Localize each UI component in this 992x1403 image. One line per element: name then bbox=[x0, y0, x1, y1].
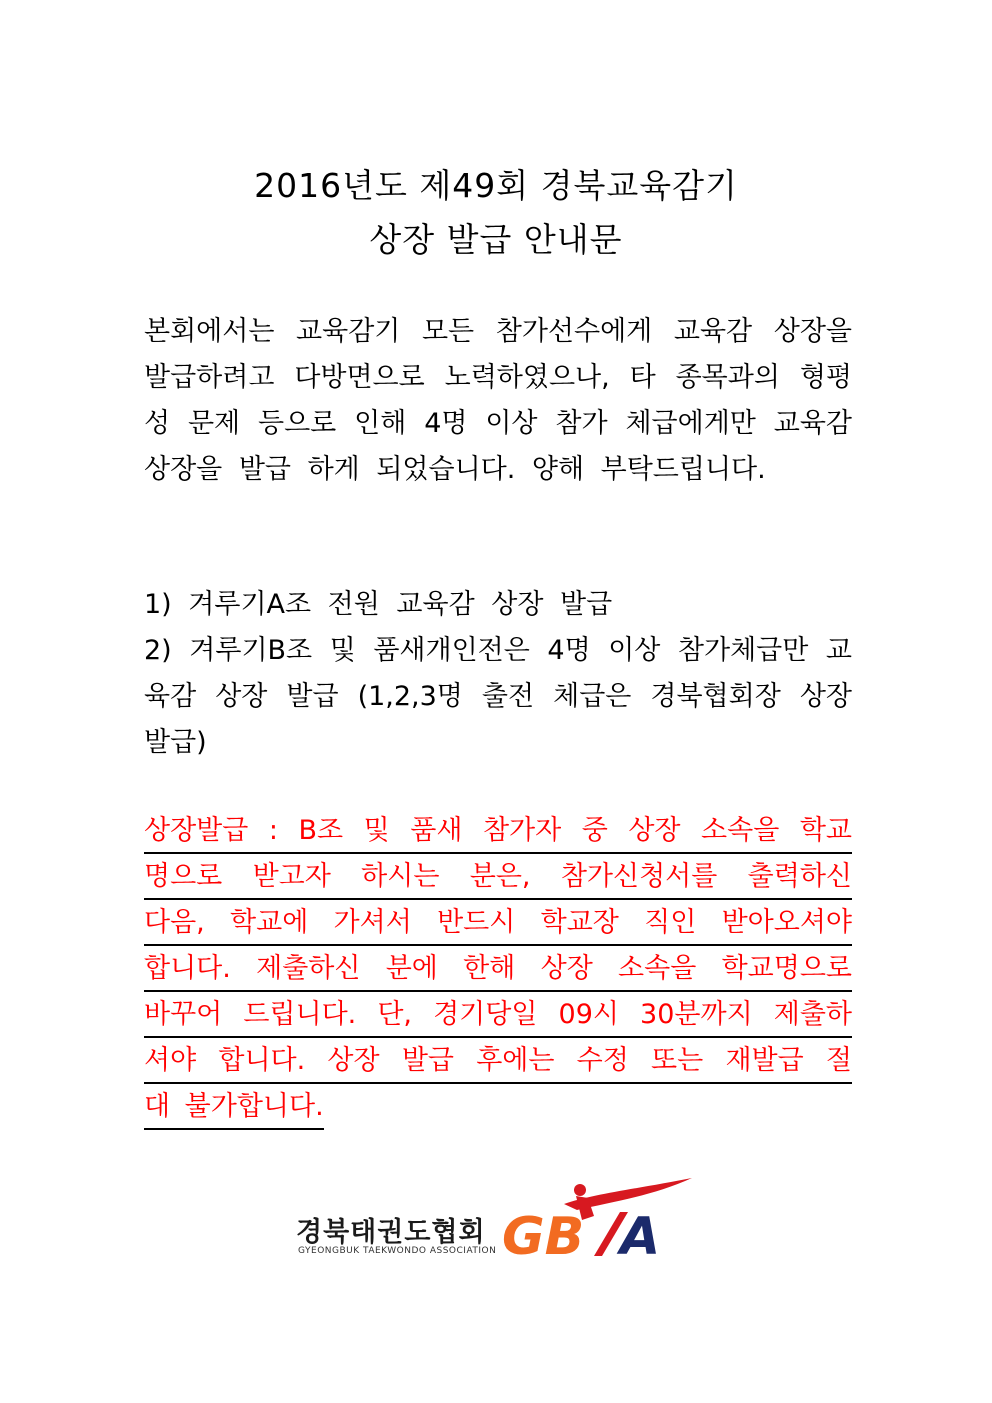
notice-line: 바꾸어 드립니다. 단, 경기당일 09시 30분까지 제출하 bbox=[144, 992, 852, 1038]
notice-line: 명으로 받고자 하시는 분은, 참가신청서를 출력하신 bbox=[144, 854, 852, 900]
notice-line: 대 불가합니다. bbox=[144, 1084, 324, 1130]
notice-block bbox=[144, 808, 852, 1130]
notice-line: 다음, 학교에 가셔서 반드시 학교장 직인 받아오셔야 bbox=[144, 900, 852, 946]
award-list bbox=[144, 582, 852, 766]
association-logo bbox=[296, 1176, 696, 1266]
list-item: 1) 겨루기A조 전원 교육감 상장 발급 bbox=[144, 589, 613, 620]
document-subtitle: 상장 발급 안내문 bbox=[369, 220, 623, 259]
document-title: 2016년도 제49회 경북교육감기 bbox=[254, 166, 738, 205]
notice-line: 합니다. 제출하신 분에 한해 상장 소속을 학교명으로 bbox=[144, 946, 852, 992]
logo-korean-name: 경북태권도협회 bbox=[296, 1217, 486, 1248]
logo-english-name: GYEONGBUK TAEKWONDO ASSOCIATION bbox=[298, 1246, 497, 1256]
svg-text:GB: GB bbox=[502, 1207, 585, 1261]
notice-line: 셔야 합니다. 상장 발급 후에는 수정 또는 재발급 절 bbox=[144, 1038, 852, 1084]
gbta-emblem-icon bbox=[502, 1176, 702, 1261]
svg-text:A: A bbox=[620, 1207, 661, 1261]
notice-line: 상장발급 : B조 및 품새 참가자 중 상장 소속을 학교 bbox=[144, 808, 852, 854]
list-item: 2) 겨루기B조 및 품새개인전은 4명 이상 참가체급만 교육감 상장 발급 (1,2,3명 출전 체급은 경북협회장 상장 발급) bbox=[144, 635, 852, 758]
intro-paragraph: 본회에서는 교육감기 모든 참가선수에게 교육감 상장을 발급하려고 다방면으로 노력하였으나, 타 종목과의 형평성 문제 등으로 인해 4명 이상 참가 체급에게만 교육감 상장을 발급 하게 되었습니다. 양해 부탁드립니다. bbox=[144, 316, 852, 485]
